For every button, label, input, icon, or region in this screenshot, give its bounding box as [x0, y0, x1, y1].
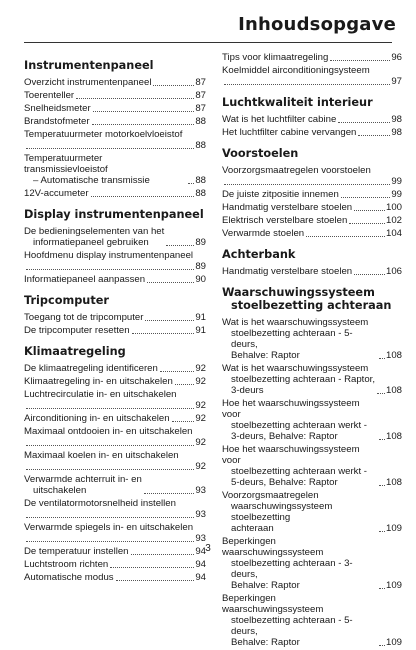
dot-leader [377, 393, 385, 394]
toc-entry-page: 87 [195, 90, 206, 101]
section-heading: Achterbank [222, 248, 296, 261]
toc-entry-page: 97 [391, 76, 402, 87]
toc-entry[interactable] [222, 165, 402, 187]
toc-entry-leader-row [24, 437, 206, 448]
toc-entry-line: stoelbezetting achteraan - 3-deurs, [231, 558, 353, 580]
toc-entry-page: 106 [385, 266, 402, 277]
dot-leader [116, 580, 195, 581]
section-heading: Klimaatregeling [24, 345, 126, 358]
toc-entry-page: 92 [195, 400, 206, 411]
toc-entry-line: Behalve: Raptor [231, 637, 300, 648]
toc-entry-text [222, 593, 377, 648]
toc-entry-text [24, 363, 158, 374]
toc-entry[interactable] [24, 274, 206, 285]
toc-left-column [24, 52, 206, 585]
dot-leader [76, 98, 194, 99]
toc-entry-line: Automatische modus [24, 572, 114, 583]
toc-entry-line: Verwarmde achterruit in- en [24, 474, 142, 485]
toc-entry-line: Het luchtfilter cabine vervangen [222, 127, 357, 138]
toc-entry-text [24, 474, 142, 496]
dot-leader [306, 236, 385, 237]
toc-entry[interactable] [222, 127, 402, 138]
toc-entry-page: 89 [195, 237, 206, 248]
toc-entry-line: Hoe het waarschuwingssysteem voor [222, 444, 360, 466]
toc-entry-page: 92 [195, 376, 206, 387]
dot-leader [188, 183, 194, 184]
toc-entry[interactable] [222, 490, 402, 534]
toc-entry-line: Airconditioning in- en uitschakelen [24, 413, 170, 424]
toc-entry-text [24, 116, 90, 127]
dot-leader [358, 135, 390, 136]
toc-entry-line: Brandstofmeter [24, 116, 90, 127]
toc-entry-page: 87 [195, 103, 206, 114]
toc-entry-text [222, 127, 356, 138]
dot-leader [172, 421, 195, 422]
dot-leader [379, 588, 385, 589]
toc-entry[interactable] [24, 226, 206, 248]
toc-entry[interactable] [24, 90, 206, 101]
toc-entry-line: Elektrisch verstelbare stoelen [222, 215, 348, 226]
dot-leader [132, 333, 195, 334]
toc-entry-line: Informatiepaneel aanpassen [24, 274, 146, 285]
dot-leader [26, 517, 194, 518]
toc-entry-leader-row [222, 76, 402, 87]
toc-entry-leader-row [24, 461, 206, 472]
toc-entry-page: 94 [195, 559, 206, 570]
dot-leader [379, 645, 385, 646]
section-heading [222, 286, 402, 312]
toc-entry-line: waarschuwingssysteem stoelbezetting [231, 501, 333, 523]
toc-entry-text [24, 103, 91, 114]
toc-entry-line: 5-deurs, Behalve: Raptor [231, 477, 338, 488]
toc-entry-line: Wat is het waarschuwingssysteem [222, 363, 369, 374]
toc-entry-text [222, 317, 377, 361]
header-divider [24, 42, 392, 43]
toc-entry[interactable] [222, 52, 402, 63]
dot-leader [379, 439, 385, 440]
toc-entry-text [24, 153, 186, 186]
toc-entry-line: Temperatuurmeter transmissievloeistof [24, 153, 108, 175]
toc-entry[interactable] [24, 129, 206, 151]
toc-entry-text [222, 189, 339, 200]
toc-entry-page: 102 [385, 215, 402, 226]
toc-entry[interactable] [222, 266, 402, 277]
toc-entry-line: 3-deurs [231, 385, 264, 396]
toc-entry-page: 92 [195, 363, 206, 374]
toc-entry[interactable] [24, 559, 206, 570]
toc-entry[interactable] [222, 228, 402, 239]
toc-entry-line: De bedieningselementen van het [24, 226, 165, 237]
toc-entry-line: stoelbezetting achteraan werkt - [231, 466, 367, 477]
toc-entry-text: Maximaal koelen in- en uitschakelen [24, 450, 179, 461]
toc-entry-line: Behalve: Raptor [231, 350, 300, 361]
toc-entry-page: 109 [385, 580, 402, 591]
dot-leader [354, 274, 385, 275]
dot-leader [330, 60, 390, 61]
toc-entry[interactable] [24, 188, 206, 199]
dot-leader [147, 282, 194, 283]
section-heading: Instrumentenpaneel [24, 59, 154, 72]
toc-entry[interactable] [24, 474, 206, 496]
toc-entry-leader-row [24, 140, 206, 151]
toc-entry-text [24, 274, 145, 285]
toc-entry-line: Handmatig verstelbare stoelen [222, 202, 353, 213]
toc-entry[interactable] [24, 498, 206, 520]
toc-entry-line: De temperatuur instellen [24, 546, 129, 557]
toc-entry-page: 108 [385, 350, 402, 361]
section-heading: Tripcomputer [24, 294, 109, 307]
section-heading: Luchtkwaliteit interieur [222, 96, 373, 109]
toc-entry[interactable] [24, 413, 206, 424]
toc-entry-page: 88 [195, 188, 206, 199]
section-heading: Voorstoelen [222, 147, 299, 160]
toc-entry-page: 108 [385, 431, 402, 442]
toc-entry-page: 108 [385, 477, 402, 488]
dot-leader [144, 493, 194, 494]
toc-entry-line: Verwarmde stoelen [222, 228, 305, 239]
toc-entry[interactable] [24, 522, 206, 544]
toc-entry-leader-row [222, 176, 402, 187]
toc-right-column [222, 52, 402, 650]
toc-entry-line: Overzicht instrumentenpaneel [24, 77, 152, 88]
dot-leader [338, 122, 390, 123]
toc-entry-page: 91 [195, 312, 206, 323]
toc-entry-text: Koelmiddel airconditioningsysteem [222, 65, 370, 76]
toc-entry[interactable] [222, 114, 402, 125]
dot-leader [349, 223, 385, 224]
toc-entry-text [24, 376, 173, 387]
toc-entry-line: Toegang tot de tripcomputer [24, 312, 144, 323]
page-number: 3 [205, 543, 211, 554]
toc-entry[interactable] [24, 116, 206, 127]
toc-entry[interactable] [24, 389, 206, 411]
toc-entry[interactable] [24, 103, 206, 114]
toc-entry-line: De klimaatregeling identificeren [24, 363, 158, 374]
toc-entry-text [222, 363, 375, 396]
toc-entry-text: De ventilatormotorsnelheid instellen [24, 498, 176, 509]
toc-entry-line: Behalve: Raptor [231, 580, 300, 591]
toc-entry-leader-row [24, 261, 206, 272]
dot-leader [26, 408, 194, 409]
toc-entry-line: Klimaatregeling in- en uitschakelen [24, 376, 173, 387]
dot-leader [91, 196, 195, 197]
toc-entry-line: Wat is het luchtfilter cabine [222, 114, 337, 125]
dot-leader [379, 358, 385, 359]
dot-leader [160, 371, 194, 372]
toc-entry[interactable] [24, 312, 206, 323]
section-heading-line: stoelbezetting achteraan [231, 299, 392, 312]
dot-leader [166, 245, 194, 246]
toc-entry-page: 109 [385, 523, 402, 534]
dot-leader [224, 184, 390, 185]
toc-entry-leader-row [24, 400, 206, 411]
dot-leader [341, 197, 391, 198]
toc-entry-text [24, 413, 170, 424]
toc-entry-leader-row [24, 509, 206, 520]
toc-entry-text [24, 325, 130, 336]
dot-leader [93, 111, 195, 112]
toc-entry-page: 90 [195, 274, 206, 285]
dot-leader [26, 445, 194, 446]
toc-entry[interactable] [24, 77, 206, 88]
toc-entry-text [24, 312, 143, 323]
toc-entry-page: 92 [195, 413, 206, 424]
toc-entry-page: 88 [195, 116, 206, 127]
dot-leader [92, 124, 195, 125]
toc-entry-page: 99 [391, 176, 402, 187]
toc-entry-line: informatiepaneel gebruiken [33, 237, 149, 248]
toc-entry-line: stoelbezetting achteraan werkt - [231, 420, 367, 431]
toc-entry-page: 98 [391, 114, 402, 125]
toc-entry[interactable] [24, 450, 206, 472]
dot-leader [110, 567, 194, 568]
toc-entry[interactable] [222, 202, 402, 213]
toc-entry[interactable] [222, 398, 402, 442]
dot-leader [131, 554, 195, 555]
toc-entry-page: 98 [391, 127, 402, 138]
dot-leader [354, 210, 385, 211]
toc-entry-page: 91 [195, 325, 206, 336]
toc-entry-text [24, 572, 114, 583]
section-heading: Display instrumentenpaneel [24, 208, 204, 221]
dot-leader [175, 384, 195, 385]
toc-entry-line: uitschakelen [33, 485, 87, 496]
toc-entry-line: Luchtstroom richten [24, 559, 109, 570]
toc-entry[interactable] [222, 65, 402, 87]
toc-entry-line: Beperkingen waarschuwingssysteem [222, 593, 324, 615]
dot-leader [26, 148, 194, 149]
toc-entry-line: achteraan [231, 523, 274, 534]
toc-entry-text [24, 226, 164, 248]
toc-entry[interactable] [222, 363, 402, 396]
toc-entry-text [222, 114, 336, 125]
toc-entry-line: 3-deurs, Behalve: Raptor [231, 431, 338, 442]
toc-entry-line: 12V-accumeter [24, 188, 89, 199]
toc-entry-text: Verwarmde spiegels in- en uitschakelen [24, 522, 194, 533]
toc-entry-page: 94 [195, 546, 206, 557]
toc-entry-text [222, 398, 377, 442]
toc-entry[interactable] [222, 215, 402, 226]
toc-entry-page: 94 [195, 572, 206, 583]
section-heading-line: Waarschuwingssysteem [222, 286, 375, 299]
toc-entry-line: De tripcomputer resetten [24, 325, 130, 336]
page-title: Inhoudsopgave [238, 14, 396, 35]
toc-entry-page: 99 [391, 189, 402, 200]
toc-entry-text: Voorzorgsmaatregelen voorstoelen [222, 165, 371, 176]
toc-entry-line: Tips voor klimaatregeling [222, 52, 329, 63]
toc-entry-text [222, 444, 377, 488]
toc-entry[interactable] [24, 426, 206, 448]
toc-entry-page: 96 [391, 52, 402, 63]
dot-leader [26, 541, 194, 542]
toc-entry[interactable] [222, 189, 402, 200]
toc-entry-page: 93 [195, 485, 206, 496]
toc-entry-line: Voorzorgsmaatregelen [222, 490, 319, 501]
toc-entry-line: – Automatische transmissie [33, 175, 150, 186]
toc-entry[interactable] [222, 593, 402, 648]
toc-entry-text [24, 90, 74, 101]
toc-entry-line: stoelbezetting achteraan - Raptor, [231, 374, 375, 385]
dot-leader [26, 269, 194, 270]
toc-entry-text [24, 559, 108, 570]
toc-entry-text: Hoofdmenu display instrumentenpaneel [24, 250, 194, 261]
toc-entry-page: 88 [195, 175, 206, 186]
toc-entry-page: 88 [195, 140, 206, 151]
toc-entry[interactable] [24, 376, 206, 387]
toc-entry-line: Handmatig verstelbare stoelen [222, 266, 353, 277]
dot-leader [145, 320, 194, 321]
toc-entry-text [24, 188, 89, 199]
toc-entry-text: Maximaal ontdooien in- en uitschakelen [24, 426, 193, 437]
toc-entry-page: 100 [385, 202, 402, 213]
toc-entry-page: 92 [195, 461, 206, 472]
toc-entry-page: 104 [385, 228, 402, 239]
dot-leader [153, 85, 194, 86]
dot-leader [26, 469, 194, 470]
toc-entry[interactable] [222, 317, 402, 361]
toc-entry[interactable] [222, 444, 402, 488]
toc-entry-line: Snelheidsmeter [24, 103, 91, 114]
toc-entry-text: Temperatuurmeter motorkoelvloeistof [24, 129, 183, 140]
toc-entry-line: De juiste zitpositie innemen [222, 189, 339, 200]
toc-entry[interactable] [24, 325, 206, 336]
toc-entry[interactable] [24, 153, 206, 186]
toc-entry-text [222, 202, 352, 213]
toc-entry-line: Toerenteller [24, 90, 75, 101]
toc-entry[interactable] [24, 572, 206, 583]
toc-entry-page: 93 [195, 533, 206, 544]
toc-entry-page: 109 [385, 637, 402, 648]
toc-entry[interactable] [24, 363, 206, 374]
toc-entry-line: Beperkingen waarschuwingssysteem [222, 536, 324, 558]
toc-entry-page: 87 [195, 77, 206, 88]
toc-entry-page: 93 [195, 509, 206, 520]
dot-leader [379, 485, 385, 486]
toc-entry-text [222, 228, 304, 239]
dot-leader [379, 531, 385, 532]
toc-entry-line: Wat is het waarschuwingssysteem [222, 317, 369, 328]
toc-entry-text [222, 52, 328, 63]
dot-leader [224, 84, 390, 85]
toc-entry-line: stoelbezetting achteraan - 5-deurs, [231, 328, 353, 350]
toc-entry[interactable] [24, 250, 206, 272]
toc-entry-text: Luchtrecirculatie in- en uitschakelen [24, 389, 177, 400]
toc-entry-text [222, 215, 347, 226]
toc-entry-page: 108 [385, 385, 402, 396]
toc-entry-line: stoelbezetting achteraan - 5-deurs, [231, 615, 353, 637]
toc-entry-line: Hoe het waarschuwingssysteem voor [222, 398, 360, 420]
toc-entry-text [24, 77, 151, 88]
toc-entry-page: 92 [195, 437, 206, 448]
toc-entry-text [222, 490, 377, 534]
toc-entry-page: 89 [195, 261, 206, 272]
toc-entry-text [222, 266, 352, 277]
